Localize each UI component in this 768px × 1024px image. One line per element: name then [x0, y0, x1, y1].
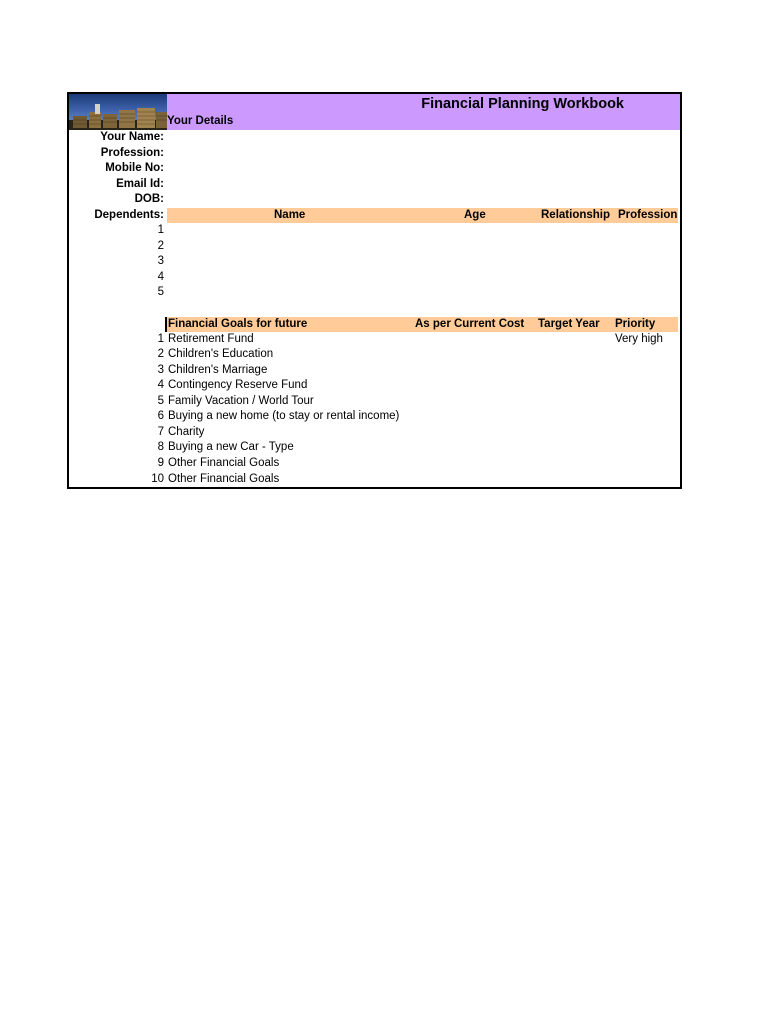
goal-priority: Very high	[615, 333, 663, 345]
goal-number: 8	[157, 441, 164, 453]
goal-name: Buying a new home (to stay or rental income)	[168, 410, 400, 422]
label-dependents: Dependents:	[94, 209, 164, 221]
label-your-name: Your Name:	[100, 131, 164, 143]
goal-number: 10	[151, 473, 164, 485]
col-name: Name	[274, 209, 306, 221]
goal-number: 9	[157, 457, 164, 469]
label-dob: DOB:	[134, 193, 164, 205]
col-age: Age	[464, 209, 486, 221]
goal-name: Retirement Fund	[168, 333, 254, 345]
goal-number: 2	[157, 348, 164, 360]
goal-name: Family Vacation / World Tour	[168, 395, 314, 407]
col-priority: Priority	[615, 318, 656, 330]
goal-name: Charity	[168, 426, 205, 438]
goal-number: 4	[157, 379, 164, 391]
goal-name: Other Financial Goals	[168, 473, 280, 485]
dependent-row-number: 2	[157, 240, 164, 252]
workbook-header	[167, 94, 680, 130]
col-profession: Profession	[618, 209, 678, 221]
label-profession: Profession:	[100, 147, 164, 159]
goals-header-row	[167, 317, 678, 332]
dependent-row-number: 1	[157, 224, 164, 236]
col-current-cost: As per Current Cost	[415, 318, 525, 330]
goal-name: Other Financial Goals	[168, 457, 280, 469]
goal-number: 1	[157, 333, 164, 345]
goal-number: 7	[157, 426, 164, 438]
goal-name: Children's Education	[168, 348, 274, 360]
dependent-row-number: 5	[157, 286, 164, 298]
goal-number: 5	[157, 395, 164, 407]
goal-number: 3	[157, 364, 164, 376]
section-title: Your Details	[167, 115, 234, 127]
dependents-header-row	[167, 208, 678, 223]
coin-stacks-logo-icon	[69, 94, 167, 130]
col-relationship: Relationship	[541, 209, 611, 221]
label-mobile-no: Mobile No:	[105, 162, 164, 174]
dependent-row-number: 3	[157, 255, 164, 267]
col-target-year: Target Year	[538, 318, 600, 330]
goal-number: 6	[157, 410, 164, 422]
workbook-title: Financial Planning Workbook	[421, 96, 624, 112]
goal-name: Contingency Reserve Fund	[168, 379, 308, 391]
col-financial-goals: Financial Goals for future	[168, 318, 308, 330]
goal-name: Buying a new Car - Type	[168, 441, 294, 453]
goal-name: Children's Marriage	[168, 364, 268, 376]
dependent-row-number: 4	[157, 271, 164, 283]
label-email-id: Email Id:	[116, 178, 164, 190]
workbook-sheet	[67, 92, 682, 489]
